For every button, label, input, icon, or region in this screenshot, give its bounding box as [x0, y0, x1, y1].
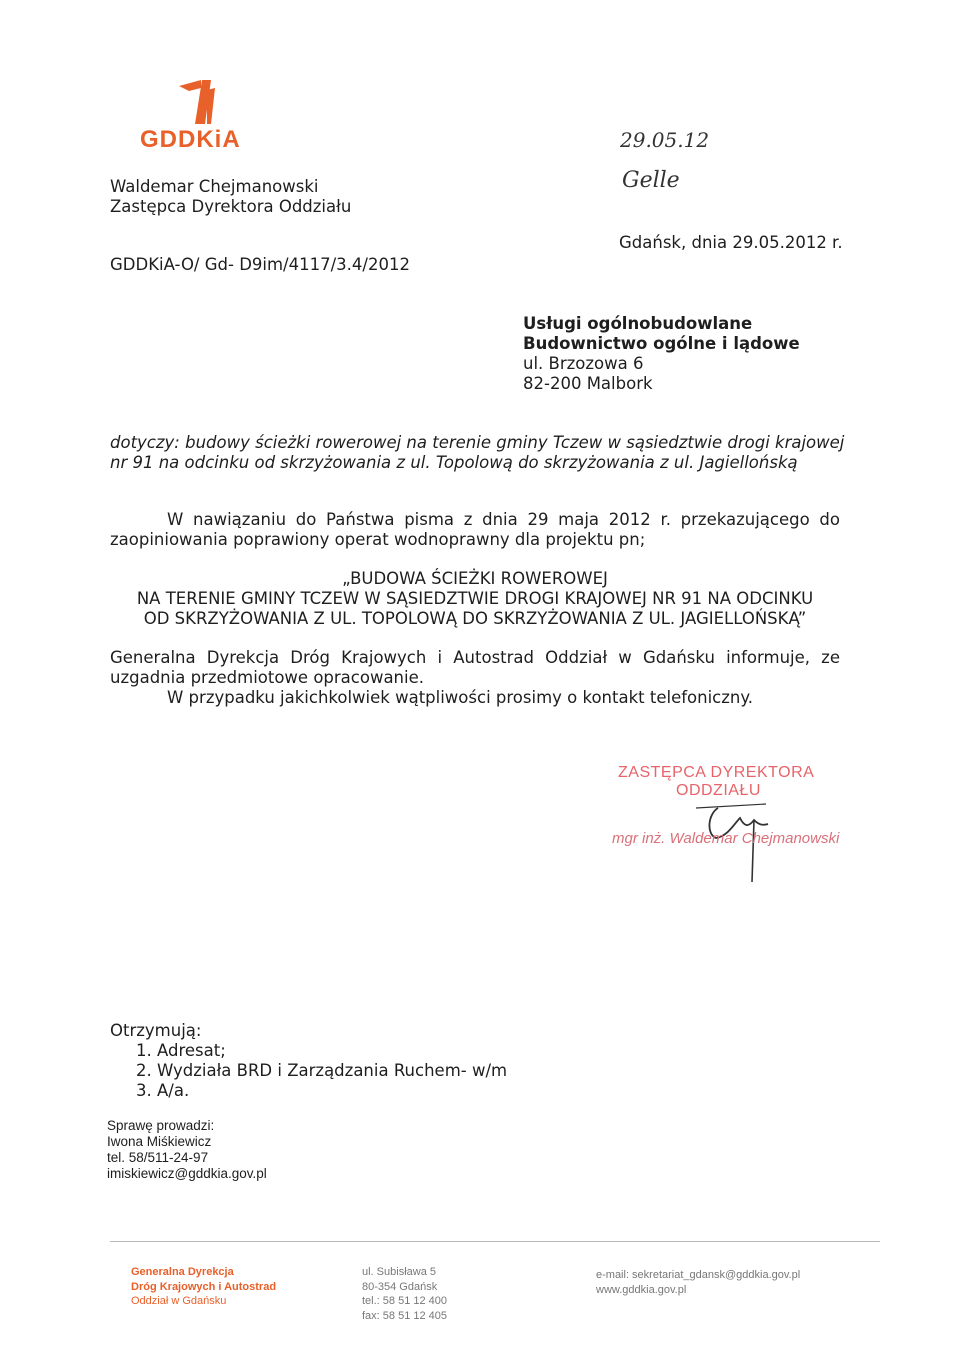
road-logo-icon [171, 78, 231, 126]
project-title-line1: „BUDOWA ŚCIEŻKI ROWEROWEJ [342, 569, 608, 588]
footer-web: www.gddkia.gov.pl [596, 1283, 687, 1296]
recipient-item-3: 3. A/a. [136, 1081, 190, 1100]
project-title-line2: NA TERENIE GMINY TCZEW W SĄSIEDZTWIE DROGI KRAJOWEJ NR 91 NA ODCINKU [136, 589, 814, 608]
project-title-line3: OD SKRZYŻOWANIA Z UL. TOPOLOWĄ DO SKRZYŻOWANIA Z UL. JAGIELLOŃSKĄ” [143, 609, 807, 628]
handled-by-label: Sprawę prowadzi: [107, 1118, 215, 1133]
recipient-line1: Usługi ogólnobudowlane [523, 314, 753, 333]
recipient-item-1: 1. Adresat; [136, 1041, 226, 1060]
stamp-title: ZASTĘPCA DYREKTORA [618, 764, 815, 781]
footer-organization [131, 1265, 276, 1309]
footer-street: ul. Subisława 5 [362, 1266, 436, 1278]
recipient-city: 82-200 Malbork [523, 374, 653, 393]
sender-name: Waldemar Chejmanowski [110, 177, 319, 196]
stamp-signatory-name: mgr inż. Waldemar Chejmanowski [612, 830, 840, 847]
footer-org-line3: Oddział w Gdańsku [131, 1295, 227, 1307]
handled-by-block [107, 1118, 267, 1182]
intro-line2: zaopiniowania poprawiony operat wodnoprawny dla projektu pn; [110, 530, 646, 549]
handled-by-phone: tel. 58/511-24-97 [107, 1150, 209, 1165]
sender-title: Zastępca Dyrektora Oddziału [110, 197, 352, 216]
handwritten-initials: Gelle [622, 168, 680, 193]
contact-line: W przypadku jakichkolwiek wątpliwości prosimy o kontakt telefoniczny. [167, 688, 754, 707]
footer-email: e-mail: sekretariat_gdansk@gddkia.gov.pl [596, 1269, 801, 1281]
footer-contact [596, 1268, 800, 1297]
handled-by-name: Iwona Miśkiewicz [107, 1134, 212, 1149]
footer-org-line1: Generalna Dyrekcja [131, 1266, 234, 1278]
handwritten-date: 29.05.12 [620, 128, 710, 152]
recipient-line2: Budownictwo ogólne i lądowe [523, 334, 800, 353]
stamp-subtitle: ODDZIAŁU [676, 782, 761, 799]
logo-text: GDDKiA [140, 126, 241, 153]
subject-line2: nr 91 na odcinku od skrzyżowania z ul. Topolową do skrzyżowania z ul. Jagiellońską [110, 453, 798, 472]
footer-fax: fax: 58 51 12 405 [362, 1309, 448, 1322]
decision-line2: uzgadnia przedmiotowe opracowanie. [110, 668, 424, 687]
gddkia-logo [140, 78, 260, 158]
footer-tel: tel.: 58 51 12 400 [362, 1295, 448, 1307]
recipient-street: ul. Brzozowa 6 [523, 354, 644, 373]
official-stamp [600, 760, 840, 880]
place-date: Gdańsk, dnia 29.05.2012 r. [619, 233, 843, 252]
handled-by-email: imiskiewicz@gddkia.gov.pl [107, 1166, 267, 1181]
footer-address [362, 1265, 447, 1323]
footer-org-line2: Dróg Krajowych i Autostrad [131, 1280, 277, 1293]
subject-line1: dotyczy: budowy ścieżki rowerowej na terenie gminy Tczew w sąsiedztwie drogi krajowej [110, 433, 845, 452]
reference-number: GDDKiA-O/ Gd- D9im/4117/3.4/2012 [110, 255, 410, 274]
recipients-list [136, 1041, 507, 1101]
intro-line1: W nawiązaniu do Państwa pisma z dnia 29 maja 2012 r. przekazującego do [167, 510, 840, 529]
footer-divider [110, 1241, 880, 1242]
recipients-heading: Otrzymują: [110, 1021, 202, 1040]
recipient-item-2: 2. Wydziała BRD i Zarządzania Ruchem- w/m [136, 1061, 508, 1080]
footer-postcode: 80-354 Gdańsk [362, 1280, 438, 1293]
decision-line1: Generalna Dyrekcja Dróg Krajowych i Autostrad Oddział w Gdańsku informuje, ze [110, 648, 840, 667]
